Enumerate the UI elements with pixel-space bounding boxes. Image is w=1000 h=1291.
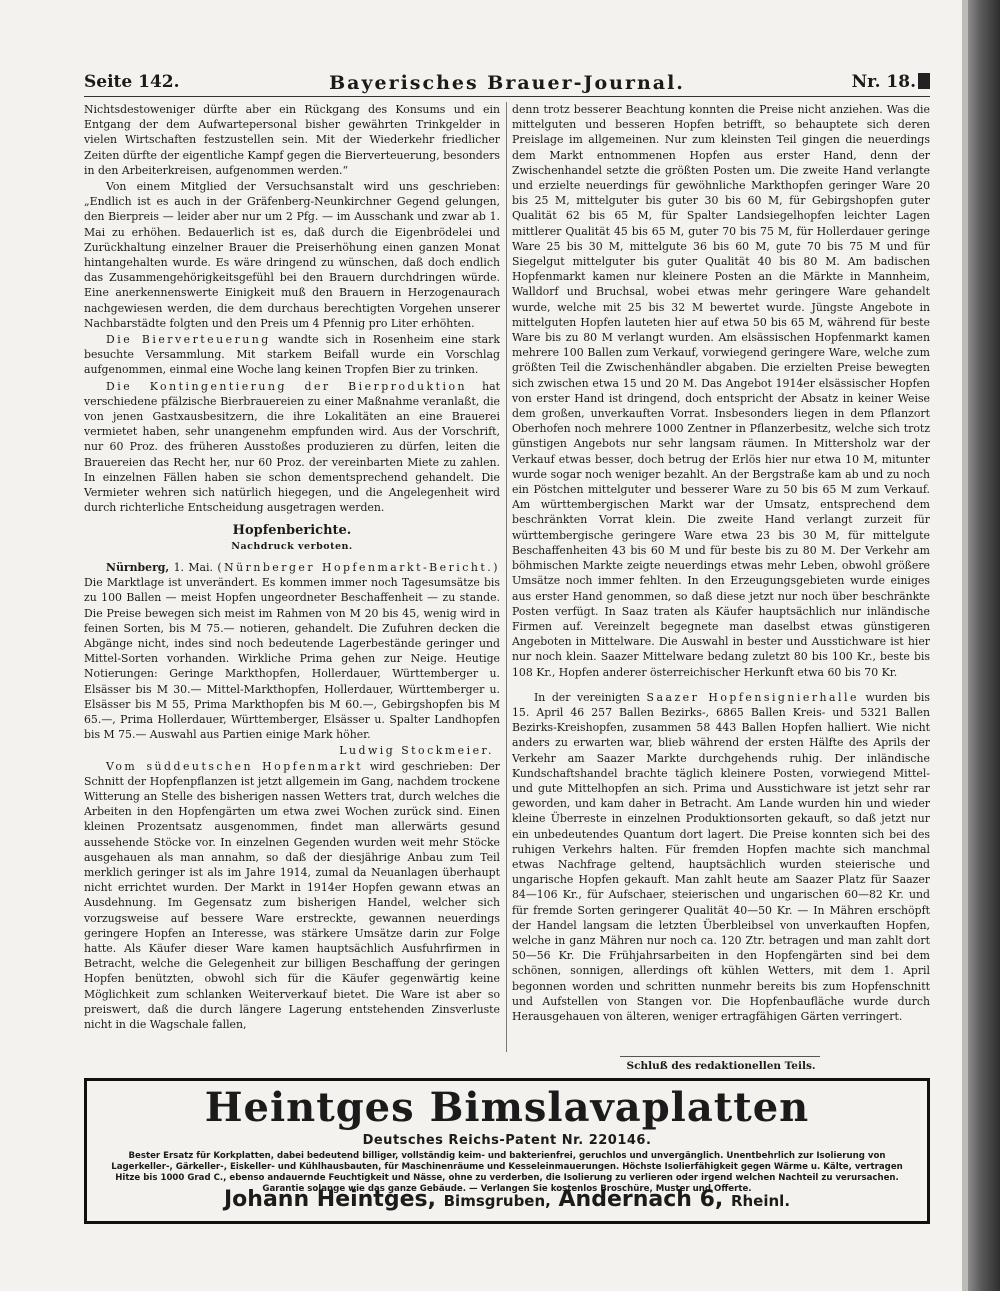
paragraph-text: hat verschiedene pfälzische Bierbrauereien zu einer Maßnahme veranlaßt, die von jenen Gastхausbesitzern, die ihre Lokalitäten an eine Brauerei vermietet haben, sehr unangenehm empfunden wird. Aus der Vorschrift, nur 60 Proz. des früheren Ausstoßes produzieren zu dürfen, leiten die Brauereien das Recht her, nur 60 Proz. der vereinbarten Miete zu zahlen. In einzelnen Fällen haben sie schon dementsprechend gehandelt. Die Vermieter wehren sich natürlich hiegegen, und die Angelegenheit wird durch richterliche Entscheidung ausgetragen werden. (84, 379, 500, 515)
paragraph (84, 560, 500, 742)
ad-firm-line (87, 1185, 927, 1216)
page-number: Seite 142. (84, 72, 180, 92)
column-divider (506, 102, 507, 1052)
section-title: Hopfenberichte. (232, 523, 352, 539)
ad-firm: Johann Heintges, (223, 1187, 436, 1212)
keyword-spaced: Die Bierverteuerung (106, 333, 271, 347)
paragraph-text: wird geschrieben: Der Schnitt der Hopfenpflanzen ist jetzt allgemein im Gang, nachdem trockene Witterung an Stelle des bisherigen nassen Wetters trat, durch welches die Arbeiten in den Hopfengärten um etwa zwei Wochen zurück sind. Einen kleinen Prozentsatz ausgenommen, findet man allerwärts gesund aussehende Stöcke vor. In einzelnen Gegenden wurden weit mehr Stöcke ausgehauen als man annahm, so daß der diesjährige Anbau zum Teil merklich geringer ist als im Jahre 1914, zumal da Neuanlagen überhaupt nicht errichtet wurden. Der Markt in 1914er Hopfen gewann etwas an Ausdehnung. Im Gegensatz zum bisherigen Handel, welcher sich vorzugsweise auf bessere Ware erstreckte, gewannen neuerdings geringere Hopfen an Interesse, was stärkere Umsätze darin zur Folge hatte. Als Käufer dieser Ware kamen hauptsächlich Ausfuhrfirmen in Betracht, welche die Gelegenheit zur billigen Beschaffung der geringen Hopfen benützten, obwohl sich für die Käufer gegenwärtig keine Möglichkeit zum schlanken Weiterverkauf bietet. Die Ware ist aber so preiswert, daß die durch längere Lagerung entstehenden Zinsverluste nicht in die Wagschale fallen, (84, 759, 500, 1031)
ad-firm-sub: Bimsgruben, (443, 1192, 551, 1210)
ink-mark-icon (918, 73, 930, 89)
paragraph-lead: In der vereinigten (534, 690, 640, 704)
keyword-spaced: (Nürnberger Hopfenmarkt-Bericht.) (217, 560, 500, 574)
page-header (84, 72, 930, 98)
paragraph (512, 690, 930, 1024)
dateline-date: 1. Mai. (173, 560, 213, 574)
paragraph-text: Die Marktlage ist unverändert. Es kommen immer noch Tagesumsätze bis zu 100 Ballen — meist Hopfen ungeordneter Beschaffenheit — zu stande. Die Preise bewegen sich meist im Rahmen von M 20 bis 45, wenig wird in feinen Sorten, bis M 75.— notieren, gehandelt. Die Zufuhren decken die Abgänge nicht, indes sind noch bedeutende Lagerbestände geringer und Mittel-Sorten vorhanden. Wirkliche Prima gehen zur Neige. Heutige Notierungen: Geringe Markthopfen, Hollerdauer, Württemberger u. Elsässer bis M 30.— Mittel-Markthopfen, Hollerdauer, Württemberger u. Elsässer bis M 55, Prima Markthopfen bis M 60.—, Gebirgshopfen bis M 65.—, Prima Hollerdauer, Württemberger, Elsässer u. Spalter Landhopfen bis M 75.— Auswahl aus Partien einige Mark höher. (84, 576, 500, 742)
dateline-place: Nürnberg, (106, 560, 170, 574)
paragraph-text: wandte sich in Rosenheim eine stark besuchte Versammlung. Mit starkem Beifall wurde ein Vorschlag aufgenommen, einmal eine Woche lang keinen Tropfen Bier zu trinken. (84, 333, 500, 377)
editorial-end-note: Schluß des redaktionellen Teils. (626, 1060, 816, 1072)
keyword-spaced: Vom süddeutschen Hopfenmarkt (106, 759, 364, 773)
ad-city: Andernach 6, (558, 1187, 724, 1212)
ad-region: Rheinl. (730, 1192, 791, 1210)
section-subtitle: Nachdruck verboten. (231, 540, 353, 552)
binding-spine (968, 0, 1000, 1291)
issue-number-text: Nr. 18. (851, 72, 916, 92)
paragraph-text: wurden bis 15. April 46 257 Ballen Bezirks-, 6865 Ballen Kreis- und 5321 Ballen Bezirks-Kreishopfen, zusammen 58 443 Ballen Hopfen halliert. Wie nicht anders zu erwarten war, blieb während der ersten Hälfte des Aprils der Verkehr am Saazer Markte durchgehends ruhig. Der inländische Kundschaftshandel brachte täglich kleinere Posten, vorwiegend Mittel- und gute Mittelhopfen an sich. Prima und Ausstichware ist jetzt sehr rar geworden, und kam daher in Betracht. Am Lande wurden hin und wieder kleine Überreste in einzelnen Produktionsorten gekauft, so daß jetzt nur ein unbedeutendes Quantum dort lagert. Die Preise konnten sich bei des ruhigen Verkehrs halten. Für fremden Hopfen machte sich manchmal etwas Nachfrage geltend, hauptsächlich wurden steierische und ungarische Hopfen gekauft. Man zahlt heute am Saazer Platz für Saazer 84—106 Kr., für Aufschaer, steierischen und ungarischen 60—82 Kr. und für fremde Sorten geringerer Qualität 40—50 Kr. — In Mähren erschöpft der Handel langsam die letzten Überbleibsel von unverkauften Hopfen, welche in ganz Mähren nur noch ca. 120 Ztr. betragen und man zahlt dort 50—56 Kr. Die Frühjahrsarbeiten in den Hopfengärten sind bei dem schönen, sonnigen, allerdings oft kühlen Wetters, mit dem 1. April begonnen worden und schritten nunmehr bereits bis zum Hopfenschnitt und Aufstellen von Stangen vor. Die Hopfenbaufläche wurde durch Herausgehauen von älteren, weniger ertragfähigen Gärten verringert. (512, 690, 930, 1023)
advertisement (84, 1078, 930, 1224)
header-rule (84, 96, 930, 97)
right-column (512, 102, 930, 1052)
ad-title: Heintges Bimslavaplatten (204, 1084, 810, 1131)
paragraph (84, 379, 500, 516)
keyword-spaced: Die Kontingentierung der Bierproduktion (106, 379, 468, 393)
paragraph (84, 759, 500, 1033)
paragraph (84, 332, 500, 378)
paragraph: Von einem Mitglied der Versuchsanstalt wird uns geschrieben: „Endlich ist es auch in der Gräfenberg-Neunkirchner Gegend gelungen, den Bierpreis — leider aber nur um 2 Pfg. — im Ausschank und zwar ab 1. Mai zu erhöhen. Bedauerlich ist es, daß durch die Eigenbrödelei und Zurückhaltung einzelner Brauer die Preiserhöhung einen ganzen Monat hintangehalten wurde. Es wäre dringend zu wünschen, daß doch endlich das Zusammengehörigkeitsgefühl bei den Brauern durchdringen würde. Eine anerkennenswerte Einigkeit muß den Brauern in Herzogenaurach nachgewiesen werden, die dem durchaus berechtigten Vorgehen unserer Nachbarstädte folgten und den Preis um 4 Pfennig pro Liter erhöhten. (84, 180, 500, 330)
ad-description: Bester Ersatz für Korkplatten, dabei bedeutend billiger, vollständig keim- und bakterienfrei, geruchlos und unvergänglich. Unentbehrlich zur Isolierung von Lagerkeller-, Gärkeller-, Eiskeller- und Kühlhausbauten, für Maschinenräume und Kesseleinmauerungen. Höchste Isolierfähigkeit gegen Wärme u. Kälte, vertragen Hitze bis 1000 Grad C., ebenso andauernde Feuchtigkeit und Nässe, ohne zu verderben, die Isolierung zu verlieren oder irgend welchen Nachteil zu verursachen. Garantie solange wie das ganze Gebäude. — Verlangen Sie kostenlos Broschüre, Muster und Offerte. (111, 1151, 903, 1194)
paragraph: denn trotz besserer Beachtung konnten die Preise nicht anziehen. Was die mittelguten und besseren Hopfen betrifft, so behauptete sich deren Preislage im allgemeinen. Nur zum kleinsten Teil gingen die neuerdings dem Markt entnommenen Hopfen aus erster Hand, denn der Zwischenhandel setzte die größten Posten um. Die zweite Hand verlangte und erzielte neuerdings für gewöhnliche Markthopfen geringer Ware 20 bis 25 M, mittelguter bis guter 30 bis 60 M, für Gebirgshopfen guter Qualität 62 bis 65 M, für Spalter Landsiegelhopfen leichter Lagen mittlerer Qualität 45 bis 65 M, guter 70 bis 75 M, für Hollerdauer geringe Ware 25 bis 30 M, mittelgute 36 bis 60 M, gute 70 bis 75 M und für Siegelgut mittelguter bis guter Qualität 40 bis 80 M. Am badischen Hopfenmarkt kamen nur kleinere Posten an die Märkte in Mannheim, Walldorf und Bruchsal, wobei etwas mehr geringere Ware gehandelt wurde, welche mit 25 bis 32 M bewertet wurde. Jüngste Angebote in mittelguten Hopfen lauteten hier auf etwa 50 bis 65 M, während für beste Ware bis zu 80 M verlangt wurden. Am elsässischen Hopfenmarkt kamen mehrere 100 Ballen zum Verkauf, vorwiegend geringere Ware, welche zum größten Teil die Zwischenhändler abgaben. Die erzielten Preise bewegten sich zwischen etwa 15 und 20 M. Das Angebot 1914er elsässischer Hopfen von erster Hand ist dringend, doch entspricht der Absatz in keiner Weise dem großen, unverkauften Vorrat. Insbesonders liegen in dem Pflanzort Oberhofen noch mehrere 1000 Zentner in Pflanzerbesitz, welche sich trotz günstigen Angebots nur sehr langsam räumen. In Mittersholz war der Verkauf etwas besser, doch betrug der Erlös hier nur etwa 10 M, mitunter wurde sogar noch weniger bezahlt. An der Bergstraße kam ab und zu noch ein Pöstchen mittelguter und besserer Ware zu 50 bis 65 M zum Verkauf. Am württembergischen Markt war der Umsatz, entsprechend dem beschränkten Vorrat klein. Die zweite Hand verlangt zurzeit für württembergische geringere Ware etwa 23 bis 30 M, für mittelgute Beschaffenheiten 43 bis 60 M und für beste bis zu 80 M. Der Verkehr am böhmischen Markte zeigte neuerdings etwas mehr Leben, obwohl größere Umsätze noch immer fehlten. In den Erzeugungsgebieten wurde einiges aus erster Hand genommen, so daß diese jetzt nur noch über beschränkte Posten verfügt. In Saaz traten als Käufer hauptsächlich nur inländische Firmen auf. Vereinzelt begegnete man daselbst etwas günstigeren Angeboten in Mittelware. Die Auswahl in bester und Ausstichware ist hier nur noch klein. Saazer Mittelware bedang zuletzt 80 bis 100 Kr., beste bis 108 Kr., Hopfen anderer österreichischer Herkunft etwa 60 bis 70 Kr. (512, 103, 930, 679)
paragraph: Nichtsdestoweniger dürfte aber ein Rückgang des Konsums und ein Entgang der dem Aufwartepersonal bisher gewährten Trinkgelder in vielen Wirtschaften festzustellen sein. Mit der Wiederkehr friedlicher Zeiten dürfte der eigentliche Kampf gegen die Biervertеuerung, besonders in den Arbeiterkreisen, aufgenommen werden.“ (84, 103, 500, 177)
issue-number (852, 72, 930, 92)
end-rule (620, 1056, 820, 1057)
journal-title: Bayerisches Brauer-Journal. (329, 72, 685, 94)
ad-patent: Deutsches Reichs-Patent Nr. 220146. (362, 1133, 652, 1148)
left-column (84, 102, 500, 1052)
signature: Ludwig Stockmeier. (339, 744, 494, 758)
keyword-spaced: Saazer Hopfensignierhalle (646, 690, 859, 704)
